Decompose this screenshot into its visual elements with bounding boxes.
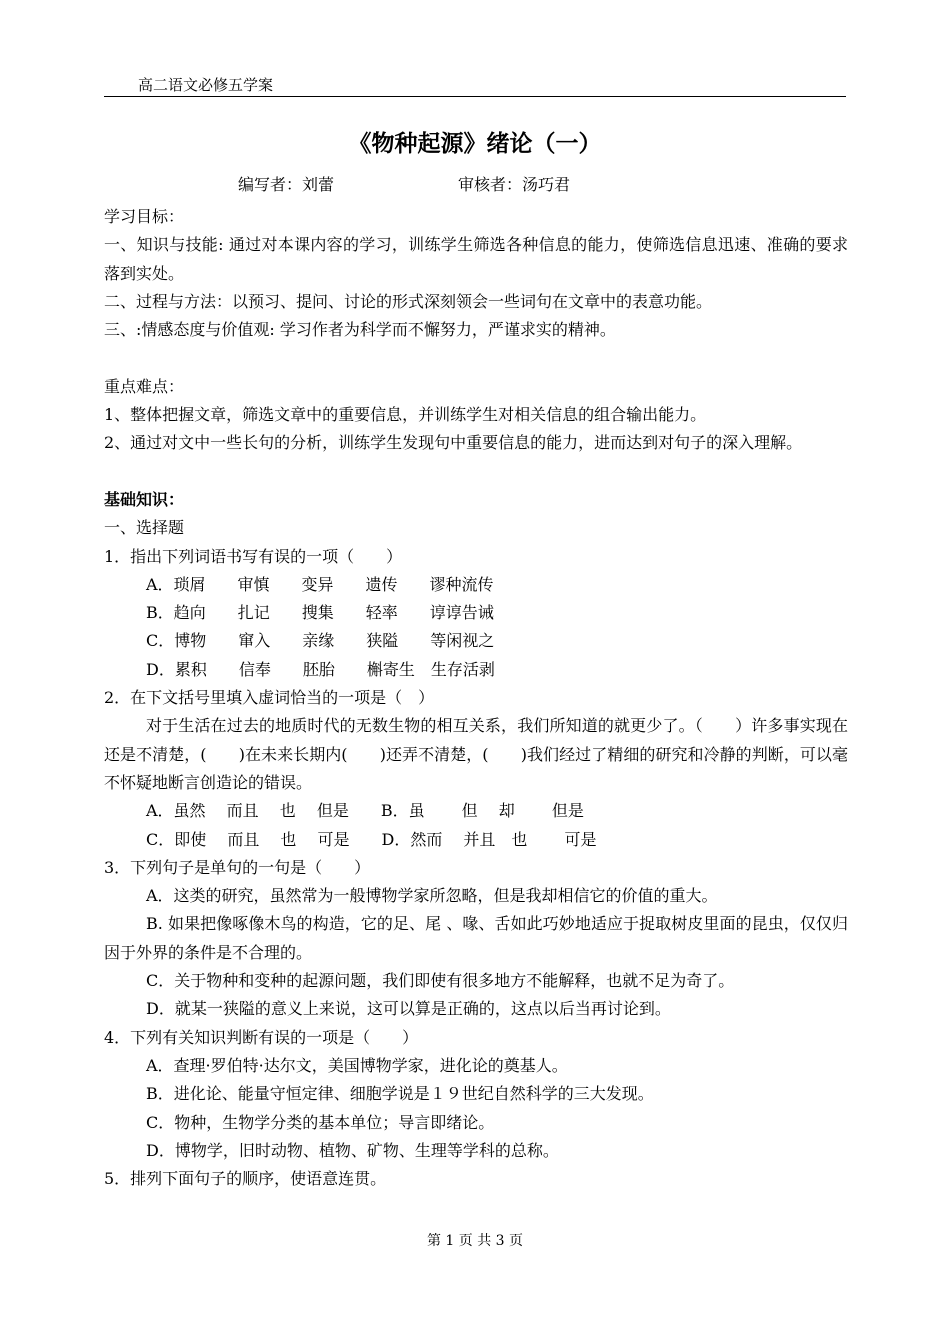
question-2-option: A．虽然 而且 也 但是 B．虽 但 却 但是 [146, 801, 584, 821]
question-2-option: C．即使 而且 也 可是 D．然而 并且 也 可是 [146, 829, 597, 849]
question-2-stem: 2．在下文括号里填入虚词恰当的一项是（ ） [104, 688, 435, 708]
question-1-option: A．琐屑 审慎 变异 遗传 谬种流传 [146, 574, 494, 594]
question-3-option: A．这类的研究，虽然常为一般博物学家所忽略，但是我却相信它的价值的重大。 [146, 886, 718, 906]
question-1-option: D．累积 信奉 胚胎 槲寄生 生存活剥 [146, 659, 495, 679]
question-1-option: C．博物 窜入 亲缘 狭隘 等闲视之 [146, 631, 495, 651]
key-point-item: 2、通过对文中一些长句的分析，训练学生发现句中重要信息的能力，进而达到对句子的深入理解。 [104, 433, 803, 453]
reviewer: 审核者：汤巧君 [458, 175, 571, 194]
question-1-option: B．趋向 扎记 搜集 轻率 谆谆告诫 [146, 603, 494, 623]
document-title: 《物种起源》绪论（一） [348, 130, 602, 157]
document-body [104, 203, 848, 1193]
question-3-option: C．关于物种和变种的起源问题，我们即使有很多地方不能解释，也就不足为奇了。 [146, 971, 735, 991]
question-3-option: D．就某一狭隘的意义上来说，这可以算是正确的，这点以后当再讨论到。 [146, 999, 671, 1019]
page-header [104, 76, 846, 97]
spacer [104, 458, 848, 486]
key-points-heading: 重点难点： [104, 376, 185, 396]
question-4-option: D．博物学，旧时动物、植物、矿物、生理等学科的总称。 [146, 1140, 559, 1160]
page-footer: 第 1 页 共 3 页 [426, 1233, 524, 1249]
question-5-stem: 5．排列下面句子的顺序，使语意连贯。 [104, 1169, 387, 1189]
question-3-stem: 3．下列句子是单句的一句是（ ） [104, 857, 371, 877]
question-4-stem: 4．下列有关知识判断有误的一项是（ ） [104, 1027, 419, 1047]
writer: 编写者：刘蕾 [238, 175, 335, 194]
goal-item: 三、:情感态度与价值观: 学习作者为科学而不懈努力，严谨求实的精神。 [104, 320, 616, 340]
section-heading: 一、选择题 [104, 518, 185, 538]
goal-item: 二、过程与方法：以预习、提问、讨论的形式深刻领会一些词句在文章中的表意功能。 [104, 291, 713, 311]
goal-item: 一、知识与技能: 通过对本课内容的学习，训练学生筛选各种信息的能力，使筛选信息迅速、准确的要求落到实处。 [104, 235, 848, 283]
key-point-item: 1、整体把握文章，筛选文章中的重要信息，并训练学生对相关信息的组合输出能力。 [104, 405, 707, 425]
goals-heading: 学习目标： [104, 207, 185, 226]
question-3-option: B. 如果把像啄像木鸟的构造，它的足、尾 、喙、舌如此巧妙地适应于捉取树皮里面的昆虫，仅仅归因于外界的条件是不合理的。 [104, 914, 848, 962]
question-1-stem: 1．指出下列词语书写有误的一项（ ） [104, 546, 403, 566]
question-4-option: C．物种，生物学分类的基本单位；导言即绪论。 [146, 1112, 495, 1132]
header-text: 高二语文必修五学案 [138, 76, 274, 94]
basics-heading: 基础知识： [104, 489, 185, 509]
spacer [104, 344, 848, 372]
question-4-option: A．查理·罗伯特·达尔文，美国博物学家，进化论的奠基人。 [146, 1055, 568, 1075]
question-2-passage: 对于生活在过去的地质时代的无数生物的相互关系，我们所知道的就更少了。（ ）许多事实现在还是不清楚，( )在未来长期内( )还弄不清楚，( )我们经过了精细的研究和冷静的判断，可以毫不怀疑地断言创造论的错误。 [104, 716, 848, 792]
question-4-option: B．进化论、能量守恒定律、细胞学说是１９世纪自然科学的三大发现。 [146, 1084, 654, 1104]
authors-line [238, 174, 571, 196]
